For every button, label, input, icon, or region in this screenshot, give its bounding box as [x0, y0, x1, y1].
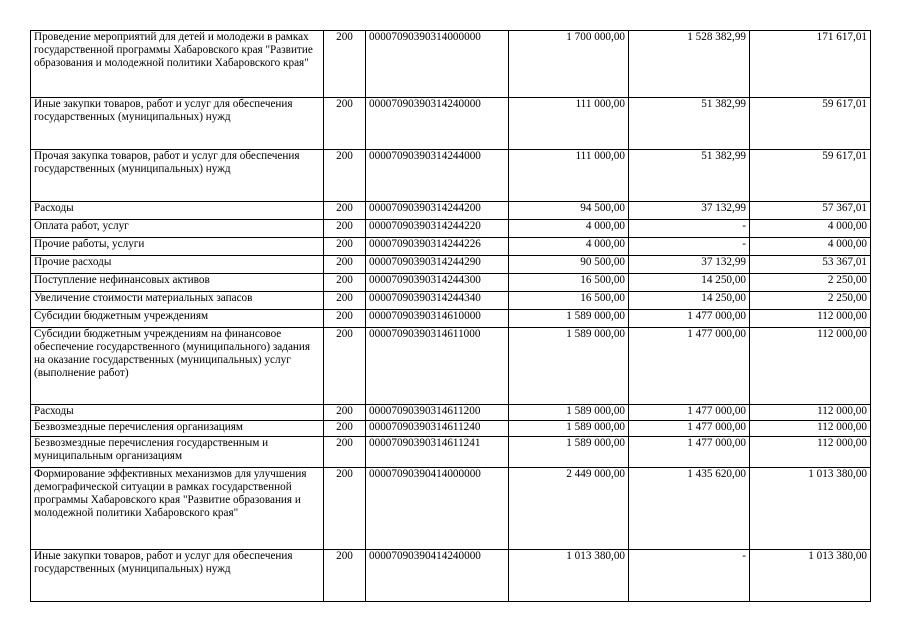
- table-row: [31, 550, 871, 602]
- row-approved: 2 449 000,00: [509, 468, 629, 550]
- row-unexecuted: 4 000,00: [750, 238, 871, 256]
- row-name: Формирование эффективных механизмов для улучшения демографической ситуации в рамках государственной программы Хабаровского края "Развитие образования и молодежной политики Хабаровского края": [31, 468, 324, 550]
- table-row: [31, 437, 871, 468]
- row-line-code: 200: [324, 238, 366, 256]
- row-classification-code: 00007090390314611200: [366, 405, 509, 421]
- row-name: Прочие расходы: [31, 256, 324, 274]
- row-unexecuted: 112 000,00: [750, 310, 871, 328]
- row-approved: 1 589 000,00: [509, 437, 629, 468]
- row-executed: 1 528 382,99: [629, 31, 750, 98]
- table-row: [31, 328, 871, 405]
- row-unexecuted: 112 000,00: [750, 437, 871, 468]
- budget-report-page: [30, 30, 870, 602]
- table-row: [31, 274, 871, 292]
- row-unexecuted: 112 000,00: [750, 421, 871, 437]
- row-classification-code: 00007090390314611240: [366, 421, 509, 437]
- row-name: Проведение мероприятий для детей и молодежи в рамках государственной программы Хабаровского края "Развитие образования и молодежной политики Хабаровского края": [31, 31, 324, 98]
- row-approved: 4 000,00: [509, 238, 629, 256]
- row-approved: 90 500,00: [509, 256, 629, 274]
- row-name: Безвозмездные перечисления организациям: [31, 421, 324, 437]
- row-executed: 1 477 000,00: [629, 328, 750, 405]
- table-row: [31, 150, 871, 202]
- row-executed: -: [629, 238, 750, 256]
- row-unexecuted: 1 013 380,00: [750, 550, 871, 602]
- row-executed: -: [629, 220, 750, 238]
- row-classification-code: 00007090390314244290: [366, 256, 509, 274]
- row-unexecuted: 2 250,00: [750, 274, 871, 292]
- row-approved: 4 000,00: [509, 220, 629, 238]
- row-classification-code: 00007090390314244300: [366, 274, 509, 292]
- row-name: Увеличение стоимости материальных запасов: [31, 292, 324, 310]
- row-name: Иные закупки товаров, работ и услуг для обеспечения государственных (муниципальных) нужд: [31, 550, 324, 602]
- row-name: Субсидии бюджетным учреждениям: [31, 310, 324, 328]
- row-approved: 1 589 000,00: [509, 328, 629, 405]
- row-executed: 14 250,00: [629, 292, 750, 310]
- row-line-code: 200: [324, 550, 366, 602]
- row-classification-code: 00007090390314244220: [366, 220, 509, 238]
- row-executed: 1 477 000,00: [629, 437, 750, 468]
- row-line-code: 200: [324, 292, 366, 310]
- row-executed: 1 477 000,00: [629, 421, 750, 437]
- table-row: [31, 202, 871, 220]
- row-line-code: 200: [324, 437, 366, 468]
- row-line-code: 200: [324, 405, 366, 421]
- row-executed: 1 435 620,00: [629, 468, 750, 550]
- row-line-code: 200: [324, 150, 366, 202]
- table-row: [31, 31, 871, 98]
- row-approved: 94 500,00: [509, 202, 629, 220]
- table-row: [31, 256, 871, 274]
- row-line-code: 200: [324, 256, 366, 274]
- row-classification-code: 00007090390414240000: [366, 550, 509, 602]
- table-row: [31, 468, 871, 550]
- row-name: Оплата работ, услуг: [31, 220, 324, 238]
- table-row: [31, 421, 871, 437]
- row-classification-code: 00007090390414000000: [366, 468, 509, 550]
- row-executed: -: [629, 550, 750, 602]
- table-row: [31, 310, 871, 328]
- row-executed: 1 477 000,00: [629, 405, 750, 421]
- row-unexecuted: 59 617,01: [750, 98, 871, 150]
- row-classification-code: 00007090390314000000: [366, 31, 509, 98]
- row-name: Прочие работы, услуги: [31, 238, 324, 256]
- row-approved: 1 589 000,00: [509, 405, 629, 421]
- table-row: [31, 405, 871, 421]
- row-unexecuted: 4 000,00: [750, 220, 871, 238]
- row-unexecuted: 112 000,00: [750, 328, 871, 405]
- row-line-code: 200: [324, 310, 366, 328]
- table-row: [31, 292, 871, 310]
- row-name: Субсидии бюджетным учреждениям на финансовое обеспечение государственного (муниципального) задания на оказание государственных (муниципальных) услуг (выполнение работ): [31, 328, 324, 405]
- row-unexecuted: 57 367,01: [750, 202, 871, 220]
- row-name: Иные закупки товаров, работ и услуг для обеспечения государственных (муниципальных) нужд: [31, 98, 324, 150]
- row-approved: 1 589 000,00: [509, 421, 629, 437]
- row-approved: 16 500,00: [509, 274, 629, 292]
- row-classification-code: 00007090390314244200: [366, 202, 509, 220]
- row-executed: 37 132,99: [629, 256, 750, 274]
- row-classification-code: 00007090390314244000: [366, 150, 509, 202]
- row-name: Безвозмездные перечисления государственным и муниципальным организациям: [31, 437, 324, 468]
- budget-execution-table: [30, 30, 871, 602]
- row-name: Поступление нефинансовых активов: [31, 274, 324, 292]
- row-approved: 1 700 000,00: [509, 31, 629, 98]
- row-line-code: 200: [324, 274, 366, 292]
- row-executed: 37 132,99: [629, 202, 750, 220]
- row-classification-code: 00007090390314611241: [366, 437, 509, 468]
- row-approved: 1 013 380,00: [509, 550, 629, 602]
- row-approved: 16 500,00: [509, 292, 629, 310]
- row-unexecuted: 59 617,01: [750, 150, 871, 202]
- row-line-code: 200: [324, 31, 366, 98]
- row-executed: 14 250,00: [629, 274, 750, 292]
- row-classification-code: 00007090390314240000: [366, 98, 509, 150]
- table-row: [31, 98, 871, 150]
- row-line-code: 200: [324, 220, 366, 238]
- row-unexecuted: 112 000,00: [750, 405, 871, 421]
- row-line-code: 200: [324, 421, 366, 437]
- row-classification-code: 00007090390314611000: [366, 328, 509, 405]
- row-name: Расходы: [31, 405, 324, 421]
- row-line-code: 200: [324, 202, 366, 220]
- row-approved: 1 589 000,00: [509, 310, 629, 328]
- table-row: [31, 220, 871, 238]
- row-approved: 111 000,00: [509, 98, 629, 150]
- row-unexecuted: 53 367,01: [750, 256, 871, 274]
- row-name: Прочая закупка товаров, работ и услуг для обеспечения государственных (муниципальных) нужд: [31, 150, 324, 202]
- row-unexecuted: 2 250,00: [750, 292, 871, 310]
- row-unexecuted: 171 617,01: [750, 31, 871, 98]
- row-executed: 1 477 000,00: [629, 310, 750, 328]
- table-row: [31, 238, 871, 256]
- row-unexecuted: 1 013 380,00: [750, 468, 871, 550]
- row-line-code: 200: [324, 328, 366, 405]
- row-line-code: 200: [324, 98, 366, 150]
- row-classification-code: 00007090390314610000: [366, 310, 509, 328]
- row-classification-code: 00007090390314244340: [366, 292, 509, 310]
- row-executed: 51 382,99: [629, 98, 750, 150]
- row-approved: 111 000,00: [509, 150, 629, 202]
- row-line-code: 200: [324, 468, 366, 550]
- row-name: Расходы: [31, 202, 324, 220]
- row-classification-code: 00007090390314244226: [366, 238, 509, 256]
- row-executed: 51 382,99: [629, 150, 750, 202]
